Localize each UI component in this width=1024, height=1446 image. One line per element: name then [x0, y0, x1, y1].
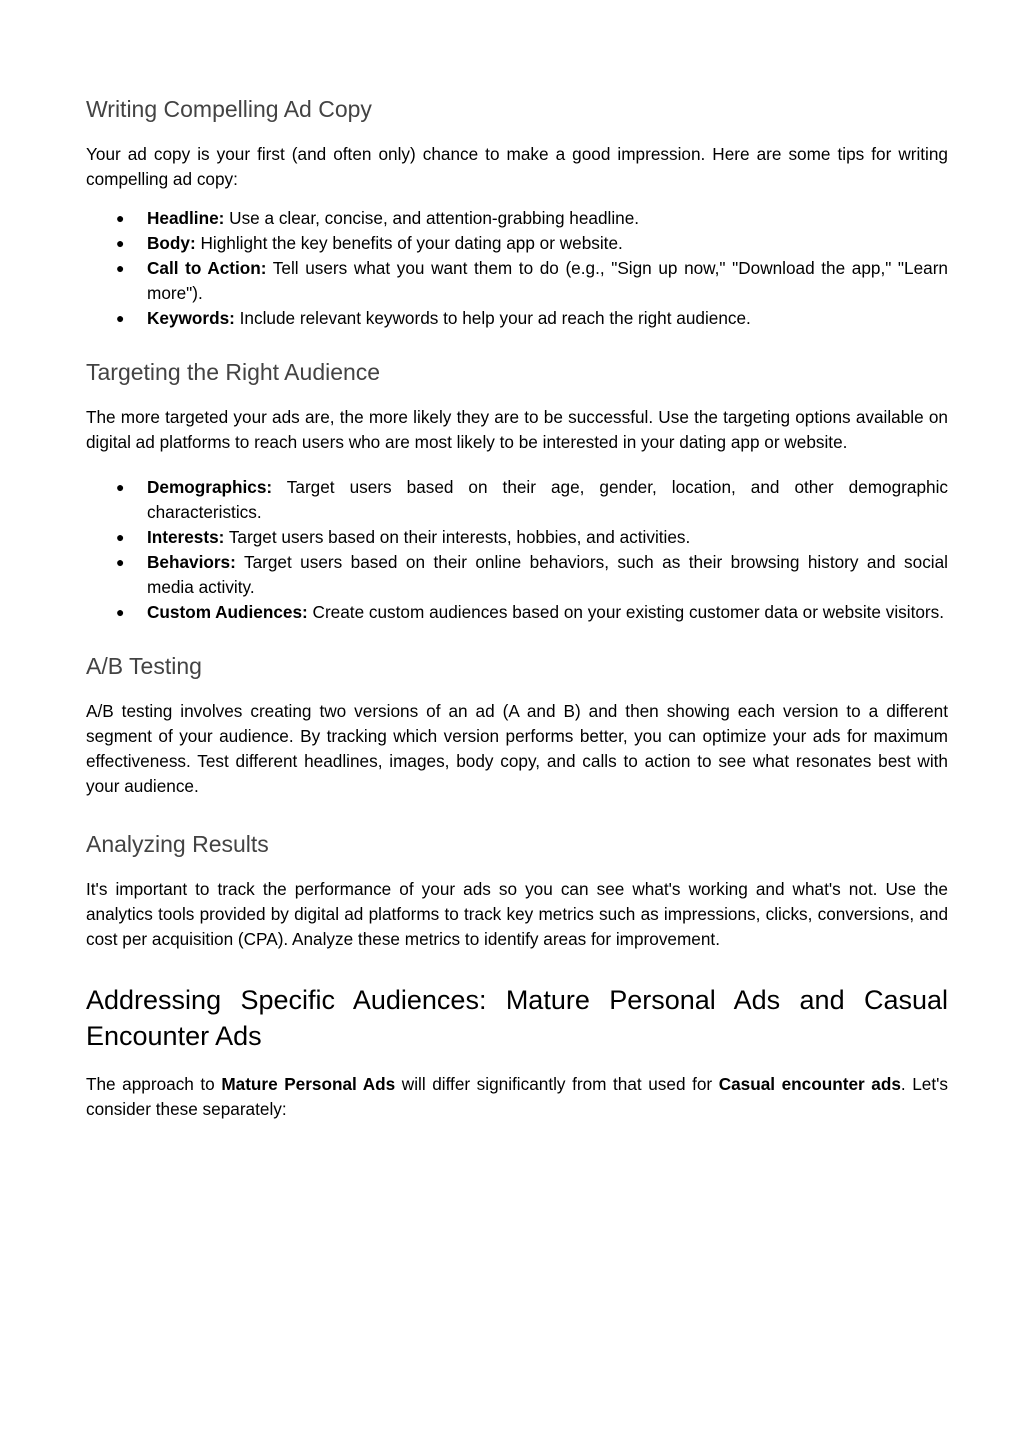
bullet-text: Target users based on their online behaviors, such as their browsing history and social media activity. — [147, 552, 948, 597]
bullet-term: Interests: — [147, 527, 225, 547]
bullet-dot: ● — [116, 235, 125, 251]
audiences-text-start: The approach to — [86, 1074, 222, 1094]
bullet-dot: ● — [116, 554, 125, 570]
section-heading-analyzing: Analyzing Results — [86, 831, 269, 857]
bullet-text: Use a clear, concise, and attention-grabbing headline. — [224, 208, 640, 228]
section-body-analyzing: It's important to track the performance of your ads so you can see what's working and what's not. Use the analytics tools provided by digital ad platforms to track key metrics such as impressions, clicks, conversions, and cost per acquisition (CPA). Analyze these metrics to identify areas for improvement. — [86, 879, 948, 949]
bullet-term: Behaviors: — [147, 552, 236, 572]
bullet-term: Call to Action: — [147, 258, 267, 278]
bullet-term: Keywords: — [147, 308, 235, 328]
audiences-bold-mature: Mature Personal Ads — [221, 1074, 396, 1094]
section-intro-ad-copy: Your ad copy is your first (and often only) chance to make a good impression. Here are some tips for writing compelling ad copy: — [86, 144, 948, 189]
list-item — [116, 206, 948, 231]
bullet-list-targeting — [86, 475, 948, 625]
bullet-text: Create custom audiences based on your existing customer data or website visitors. — [307, 602, 945, 622]
audiences-bold-casual: Casual encounter ads — [718, 1074, 901, 1094]
section-heading-targeting: Targeting the Right Audience — [86, 359, 381, 385]
bullet-list-ad-copy — [86, 206, 948, 331]
section-body-ab-testing: A/B testing involves creating two versions of an ad (A and B) and then showing each version to a different segment of your audience. By tracking which version performs better, you can optimize your ads for maximum effectiveness. Test different headlines, images, body copy, and calls to action to see what resonates best with your audience. — [86, 701, 948, 796]
audiences-text-middle: will differ significantly from that used for — [395, 1074, 719, 1094]
bullet-text: Target users based on their interests, hobbies, and activities. — [224, 527, 691, 547]
bullet-text: Include relevant keywords to help your ad reach the right audience. — [234, 308, 751, 328]
list-item — [116, 231, 948, 256]
list-item — [116, 525, 948, 550]
section-intro-targeting: The more targeted your ads are, the more likely they are to be successful. Use the targeting options available on digital ad platforms to reach users who are most likely to be interested in your dating app or website. — [86, 407, 948, 452]
bullet-term: Headline: — [147, 208, 225, 228]
list-item — [116, 306, 948, 331]
audiences-paragraph — [86, 1072, 948, 1122]
bullet-dot: ● — [116, 604, 125, 620]
list-item — [116, 600, 948, 625]
major-heading-audiences: Addressing Specific Audiences: Mature Personal Ads and Casual Encounter Ads — [86, 985, 948, 1051]
list-item — [116, 475, 948, 525]
bullet-text: Target users based on their age, gender, location, and other demographic characteristics. — [147, 477, 948, 522]
bullet-dot: ● — [116, 210, 125, 226]
bullet-dot: ● — [116, 260, 125, 276]
bullet-dot: ● — [116, 310, 125, 326]
bullet-term: Body: — [147, 233, 196, 253]
bullet-term: Custom Audiences: — [147, 602, 308, 622]
bullet-text: Highlight the key benefits of your dating app or website. — [195, 233, 623, 253]
bullet-dot: ● — [116, 529, 125, 545]
section-heading-ad-copy: Writing Compelling Ad Copy — [86, 96, 372, 122]
bullet-text: Tell users what you want them to do (e.g., "Sign up now," "Download the app," "Learn more"). — [147, 258, 948, 303]
section-heading-ab-testing: A/B Testing — [86, 653, 202, 679]
list-item — [116, 256, 948, 306]
bullet-term: Demographics: — [147, 477, 273, 497]
audiences-text-end: . Let's consider these separately: — [86, 1074, 948, 1119]
list-item — [116, 550, 948, 600]
bullet-dot: ● — [116, 479, 125, 495]
